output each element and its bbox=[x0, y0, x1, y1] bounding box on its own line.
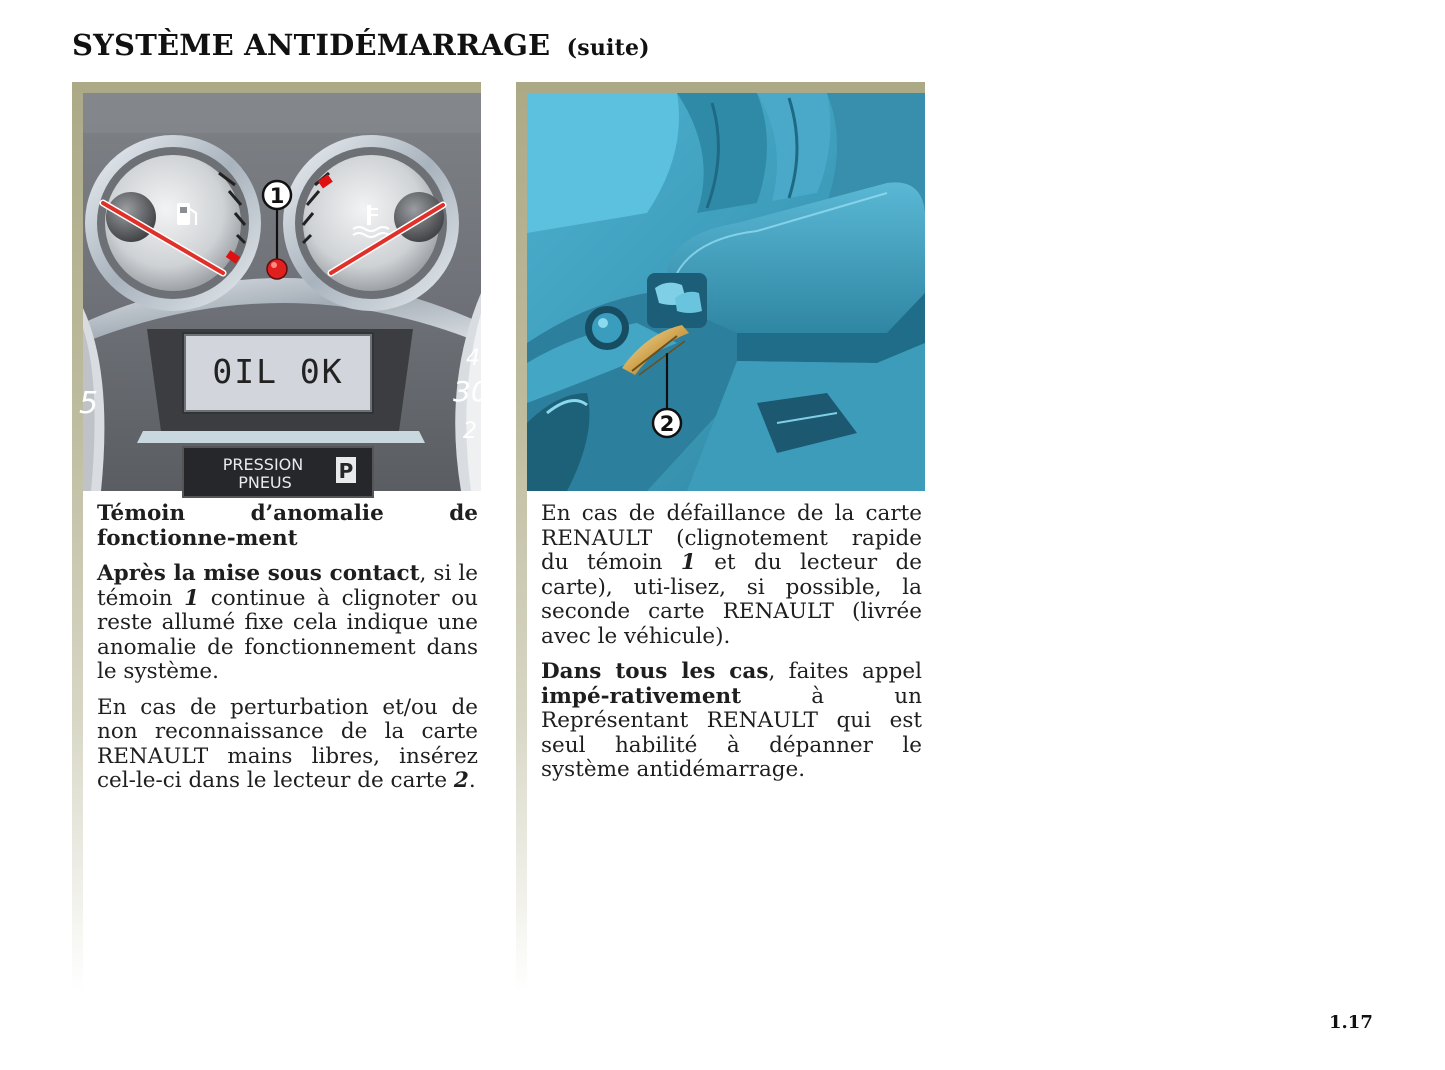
display-text: 0IL 0K bbox=[212, 352, 344, 391]
left-text bbox=[97, 502, 478, 805]
page-number: 1.17 bbox=[1329, 1012, 1373, 1033]
dashboard-illustration bbox=[79, 93, 489, 492]
column-sidebar-bar bbox=[72, 82, 83, 992]
callout-1-label: 1 bbox=[269, 184, 285, 208]
callout-2-label: 2 bbox=[659, 412, 675, 436]
pressure-label-1: PRESSION bbox=[222, 455, 304, 474]
paragraph: En cas de perturbation et/ou de non reconnaissance de la carte RENAULT mains libres, insérez cel-le-ci dans le lecteur de carte 2. bbox=[97, 694, 478, 793]
console-switches bbox=[647, 273, 707, 328]
oil-status-display bbox=[185, 335, 371, 411]
section-heading: Témoin d’anomalie de fonctionne-ment bbox=[97, 501, 478, 551]
tyre-pressure-display bbox=[183, 447, 373, 497]
right-text bbox=[541, 502, 922, 794]
lead-text: Dans tous les cas bbox=[541, 659, 769, 684]
paragraph: Après la mise sous contact, si le témoin 1 continue à clignoter ou reste allumé fixe cela indique une anomalie de fonctionnement dans le système. bbox=[97, 561, 478, 684]
title-suffix: (suite) bbox=[566, 35, 650, 61]
left-scale-digit: 5 bbox=[79, 386, 99, 421]
page-title bbox=[72, 28, 650, 62]
reference-number: 1 bbox=[680, 550, 696, 575]
lead-text: Après la mise sous contact bbox=[97, 561, 420, 586]
left-column bbox=[72, 82, 489, 992]
fuel-gauge bbox=[85, 135, 261, 311]
column-sidebar-bar bbox=[516, 82, 527, 992]
title-text: SYSTÈME ANTIDÉMARRAGE bbox=[72, 28, 551, 62]
paragraph: Dans tous les cas, faites appel impé-rativement à un Représentant RENAULT qui est seul habilité à dépanner le système antidémarrage. bbox=[541, 659, 922, 782]
right-scale-digit-4: 4 bbox=[466, 346, 480, 371]
emphasis-text: impé-rativement bbox=[541, 683, 742, 709]
right-column bbox=[516, 82, 925, 992]
pressure-label-2: PNEUS bbox=[238, 473, 292, 492]
reference-number: 1 bbox=[184, 585, 200, 611]
temperature-gauge bbox=[283, 135, 459, 311]
callout-1 bbox=[263, 181, 291, 209]
figure-top-bar bbox=[516, 82, 925, 93]
reference-number: 2 bbox=[453, 768, 469, 793]
right-scale-digit-30: 30 bbox=[453, 375, 489, 408]
paragraph: En cas de défaillance de la carte RENAULT (clignotement rapide du témoin 1 et du lecteur de carte), uti-lisez, si possible, la seconde carte RENAULT (livrée avec le véhicule). bbox=[541, 501, 922, 649]
card-reader-illustration bbox=[527, 93, 925, 491]
right-scale-digit-2: 2 bbox=[463, 419, 477, 444]
figure-top-bar bbox=[72, 82, 481, 93]
parking-icon: P bbox=[338, 459, 354, 483]
control-knob bbox=[585, 306, 629, 350]
